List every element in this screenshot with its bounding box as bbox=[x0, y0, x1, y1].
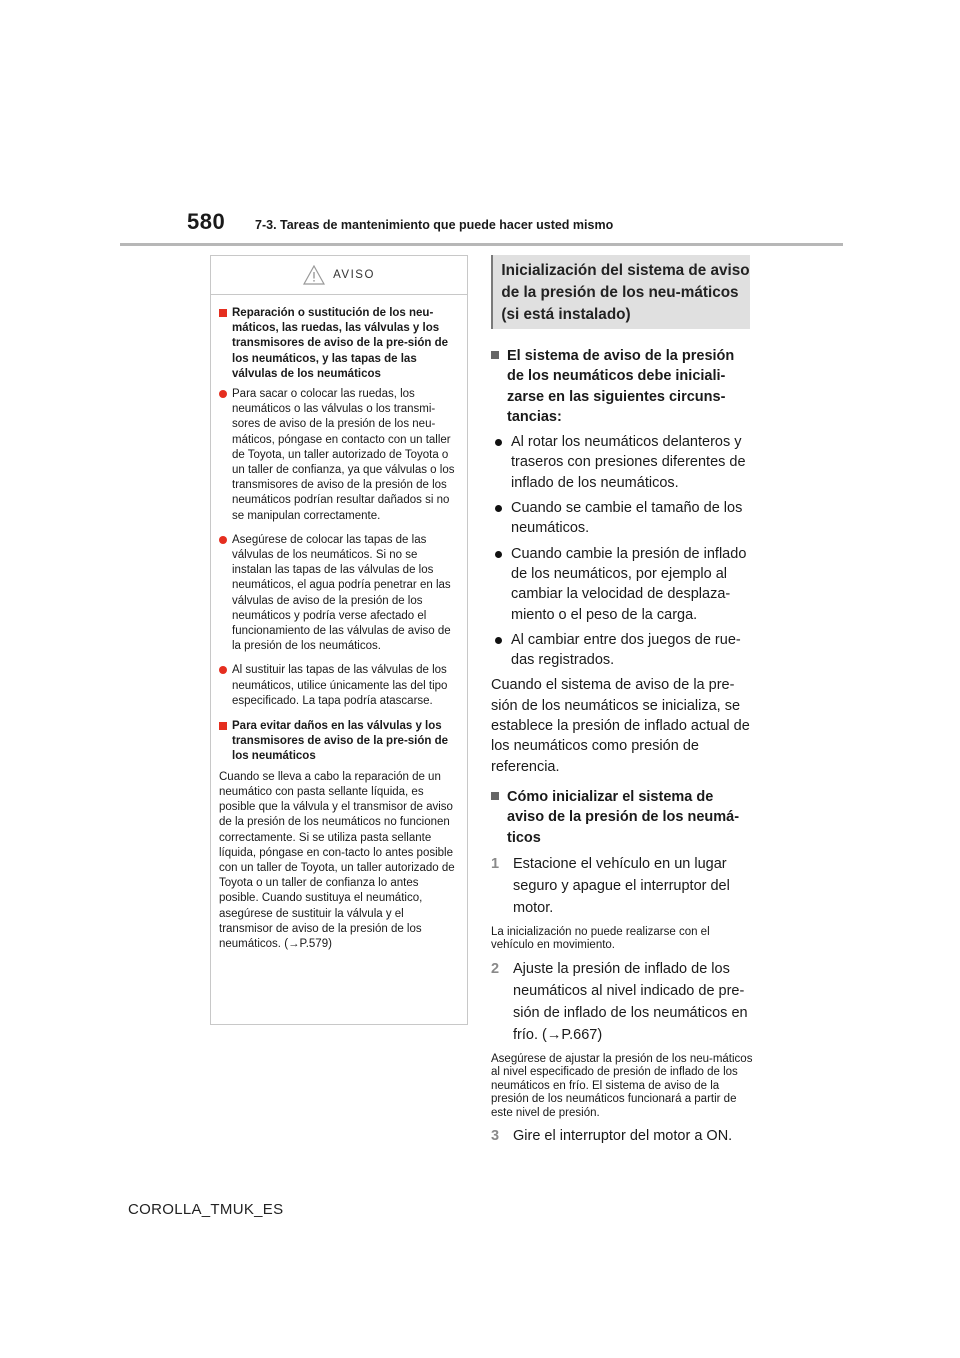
warning-box bbox=[210, 255, 468, 1025]
warning-header bbox=[211, 256, 467, 295]
warning-body bbox=[211, 295, 467, 952]
round-bullet-icon bbox=[495, 637, 502, 644]
content-heading-text: Cómo inicializar el sistema de aviso de la presión de los neumá-ticos bbox=[507, 788, 740, 846]
step-item bbox=[491, 853, 753, 919]
round-bullet-icon bbox=[219, 390, 227, 398]
warning-triangle-icon bbox=[303, 265, 325, 285]
warning-section-title: Reparación o sustitución de los neu-máticos, las ruedas, las válvulas y los transmisores de aviso de la pre-sión de los neumáticos, y las tapas de las válvulas de los neumáticos bbox=[232, 307, 449, 380]
step-number: 2 bbox=[491, 960, 500, 977]
content-heading bbox=[491, 346, 753, 427]
step-text: Estacione el vehículo en un lugar seguro y apague el interruptor del motor. bbox=[513, 855, 730, 916]
square-bullet-icon bbox=[491, 351, 499, 359]
warning-section-heading bbox=[219, 306, 455, 382]
square-bullet-icon bbox=[219, 722, 227, 730]
list-item-text: Cuando se cambie el tamaño de los neumáticos. bbox=[511, 500, 743, 537]
chapter-title: 7-3. Tareas de mantenimiento que puede hacer usted mismo bbox=[255, 218, 614, 232]
list-item-text: Al cambiar entre dos juegos de rue-das registrados. bbox=[511, 631, 741, 669]
square-bullet-icon bbox=[219, 309, 227, 317]
warning-item-text: Para sacar o colocar las ruedas, los neumáticos o las válvulas o los transmi-sores de aviso de la presión de los neu-máticos, póngase en contacto con un taller de Toyota, un taller autorizado de Toyota o un taller de confianza, ya que válvulas o los transmisores de aviso de la presión de los neumáticos podrían resultar dañados si no se manipulan correctamente. bbox=[232, 388, 455, 522]
step-item bbox=[491, 1125, 753, 1147]
list-item bbox=[491, 432, 753, 493]
round-bullet-icon bbox=[495, 439, 502, 446]
step-text: Ajuste la presión de inflado de los neumáticos al nivel indicado de pre-sión de inflado de los neumáticos en frío. (→P.667) bbox=[513, 960, 748, 1043]
section-title: Inicialización del sistema de aviso de la presión de los neu-máticos (si está instalado) bbox=[501, 262, 750, 323]
step-note: La inicialización no puede realizarse con el vehículo en movimiento. bbox=[491, 925, 710, 952]
page-number: 580 bbox=[187, 209, 226, 234]
footer-model-code: COROLLA_TMUK_ES bbox=[128, 1201, 284, 1218]
content-heading bbox=[491, 787, 753, 848]
list-item bbox=[491, 630, 753, 671]
step-text: Gire el interruptor del motor a ON. bbox=[513, 1128, 733, 1145]
list-item bbox=[491, 544, 753, 625]
header-divider bbox=[120, 243, 843, 246]
step-note: Asegúrese de ajustar la presión de los neu-máticos al nivel especificado de presión de inflado de los neumáticos en frío. El sistema de aviso de la presión de los neumáticos funcionará a partir de este nivel de presión. bbox=[491, 1052, 753, 1119]
warning-section-title: Para evitar daños en las válvulas y los transmisores de aviso de la pre-sión de los neumáticos bbox=[232, 720, 449, 763]
round-bullet-icon bbox=[495, 505, 502, 512]
step-item bbox=[491, 958, 753, 1046]
warning-item bbox=[219, 387, 455, 524]
list-item bbox=[491, 498, 753, 539]
list-item-text: Al rotar los neumáticos delanteros y traseros con presiones diferentes de inflado de los neumáticos. bbox=[511, 434, 746, 491]
warning-item-text: Asegúrese de colocar las tapas de las válvulas de los neumáticos. Si no se instalan las tapas de las válvulas de los neumáticos, el agua podría penetrar en las válvulas de aviso de la presión de los neumáticos y podría verse afectado el funcionamiento de las válvulas de aviso de la presión de los neumáticos. bbox=[232, 533, 451, 653]
round-bullet-icon bbox=[495, 551, 502, 558]
warning-item bbox=[219, 533, 455, 655]
warning-section-heading bbox=[219, 719, 455, 765]
round-bullet-icon bbox=[219, 536, 227, 544]
warning-item bbox=[219, 663, 455, 709]
warning-label: AVISO bbox=[333, 269, 375, 281]
content-heading-text: El sistema de aviso de la presión de los neumáticos debe iniciali-zarse en las siguientes circuns-tancias: bbox=[507, 348, 735, 425]
square-bullet-icon bbox=[491, 792, 499, 800]
section-banner bbox=[491, 255, 750, 329]
step-number: 1 bbox=[491, 855, 500, 872]
round-bullet-icon bbox=[219, 666, 227, 674]
warning-paragraph: Cuando se lleva a cabo la reparación de un neumático con pasta sellante líquida, es posible que la válvula y el transmisor de aviso de la presión de los neumáticos no funcionen correctamente. Si se utiliza pasta sellante líquida, póngase en con-tacto lo antes posible con un taller de Toyota, un taller autorizado de Toyota o un taller de confianza lo antes posible. Cuando sustituya el neumático, asegúrese de sustituir la válvula y el transmisor de aviso de la presión de los neumáticos. (→P.579) bbox=[219, 770, 455, 950]
content-paragraph: Cuando el sistema de aviso de la pre-sión de los neumáticos se inicializa, se establece la presión de inflado actual de los neumáticos como presión de referencia. bbox=[491, 677, 750, 775]
main-content bbox=[491, 336, 753, 1147]
step-number: 3 bbox=[491, 1128, 500, 1145]
list-item-text: Cuando cambie la presión de inflado de los neumáticos, por ejemplo al cambiar la velocidad de desplaza-miento o el peso de la carga. bbox=[511, 545, 747, 623]
warning-item-text: Al sustituir las tapas de las válvulas de los neumáticos, utilice únicamente las del tipo especificado. La tapa podría atascarse. bbox=[232, 664, 448, 707]
